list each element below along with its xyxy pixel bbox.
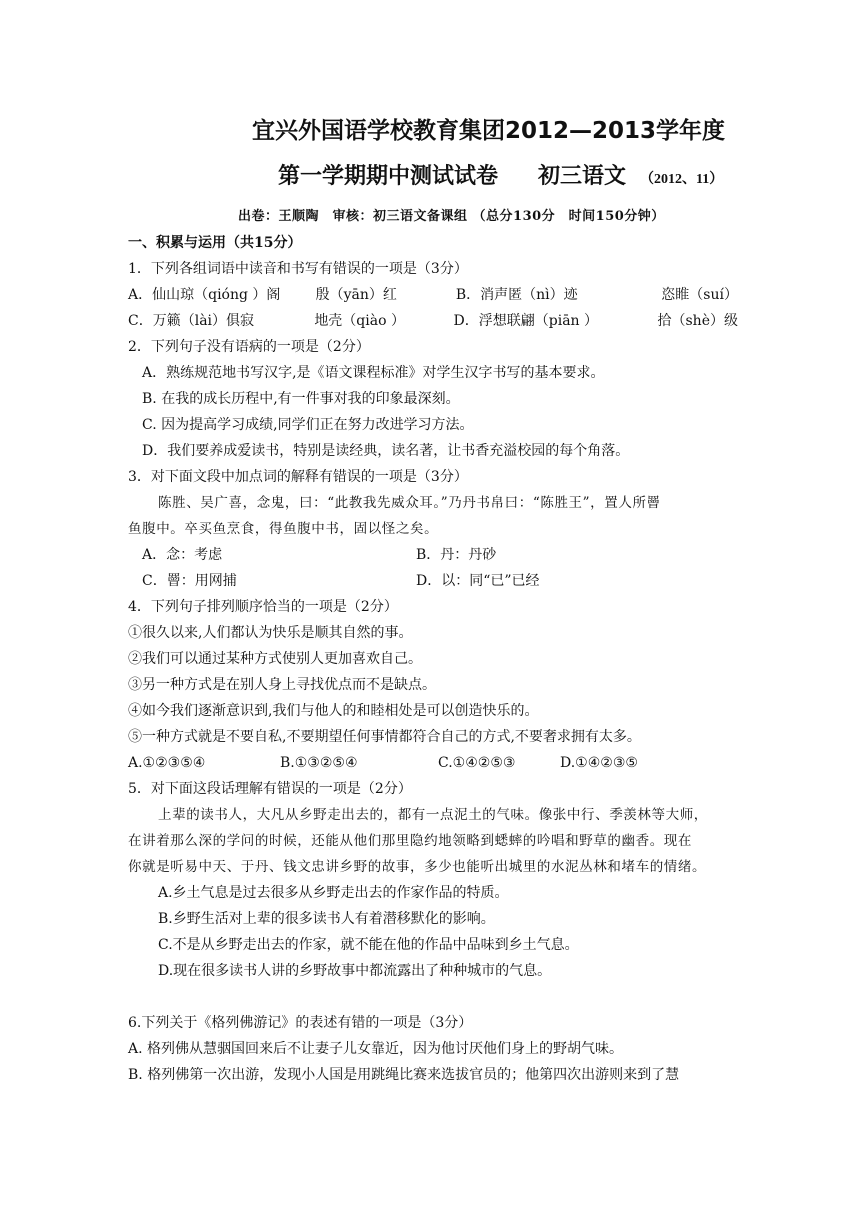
question-2-option-b: B. 在我的成长历程中,有一件事对我的印象最深刻。	[142, 391, 460, 407]
question-3-options-row-1	[128, 542, 738, 568]
option-b-second: 恣睢（suí）	[661, 287, 738, 303]
question-3-stem: 3．对下面文段中加点词的解释有错误的一项是（3分）	[128, 469, 468, 485]
option-c: C．万籁（lài）俱寂	[128, 313, 255, 329]
question-2-option-c: C. 因为提高学习成绩,同学们正在努力改进学习方法。	[142, 417, 474, 433]
exam-subtitle	[278, 159, 723, 190]
question-3-options-row-2	[128, 568, 738, 594]
exam-subject: 初三语文	[538, 164, 627, 189]
question-3-passage-line-2: 鱼腹中。卒买鱼烹食，得鱼腹中书，固以怪之矣。	[128, 521, 439, 537]
question-4-sentence-2: ②我们可以通过某种方式使别人更加喜欢自己。	[128, 651, 422, 667]
option-c: C．罾：用网捕	[142, 573, 237, 589]
question-3-passage-line-1: 陈胜、吴广喜，念鬼，曰：“此教我先威众耳。”乃丹书帛曰：“陈胜王”，置人所罾	[158, 495, 661, 511]
question-4-sentence-5: ⑤一种方式就是不要自私,不要期望任何事情都符合自己的方式,不要奢求拥有太多。	[128, 729, 641, 745]
question-5-option-c: C.不是从乡野走出去的作家，就不能在他的作品中品味到乡土气息。	[158, 937, 579, 953]
question-4-options	[128, 750, 738, 776]
question-6-option-b: B. 格列佛第一次出游，发现小人国是用跳绳比赛来选拔官员的；他第四次出游则来到了慧	[128, 1067, 680, 1083]
option-a: A.①②③⑤④	[128, 755, 206, 771]
question-4-stem: 4．下列句子排列顺序恰当的一项是（2分）	[128, 599, 398, 615]
question-5-option-b: B.乡野生活对上辈的很多读书人有着潜移默化的影响。	[158, 911, 495, 927]
question-5-passage-line-2: 在讲着那么深的学问的时候，还能从他们那里隐约地领略到蟋蟀的吟唱和野草的幽香。现在	[128, 833, 692, 849]
exam-content	[128, 230, 738, 1088]
question-1-stem: 1．下列各组词语中读音和书写有错误的一项是（3分）	[128, 261, 468, 277]
option-d: D.①④②③⑤	[560, 755, 638, 771]
option-d-second: 拾（shè）级	[657, 313, 738, 329]
question-4-sentence-3: ③另一种方式是在别人身上寻找优点而不是缺点。	[128, 677, 436, 693]
question-5-option-a: A.乡土气息是过去很多从乡野走出去的作家作品的特质。	[158, 885, 509, 901]
section-heading: 一、积累与运用（共15分）	[128, 235, 302, 251]
option-b: B.①③②⑤④	[280, 755, 358, 771]
exam-term: 第一学期期中测试试卷	[278, 164, 499, 189]
question-5-passage-line-3: 你就是听易中天、于丹、钱文忠讲乡野的故事，多少也能听出城里的水泥丛林和堵车的情绪。	[128, 859, 707, 875]
question-5-option-d: D.现在很多读书人讲的乡野故事中都流露出了种种城市的气息。	[158, 963, 552, 979]
question-5-stem: 5．对下面这段话理解有错误的一项是（2分）	[128, 781, 412, 797]
question-5-passage-line-1: 上辈的读书人，大凡从乡野走出去的，都有一点泥土的气味。像张中行、季羡林等大师，	[158, 807, 708, 823]
exam-date: （2012、11）	[640, 172, 724, 187]
exam-title: 宜兴外国语学校教育集团2012—2013学年度	[252, 118, 726, 144]
option-b: B．丹：丹砂	[416, 547, 497, 563]
option-d: D．以：同“已”已经	[416, 573, 540, 589]
spacer	[128, 984, 738, 1010]
option-c-second: 地壳（qiào ）	[314, 313, 405, 329]
option-d: D．浮想联翩（piān ）	[453, 313, 599, 329]
option-a: A．仙山琼（qióng ）阁	[128, 287, 281, 303]
question-6-option-a: A. 格列佛从慧骃国回来后不让妻子儿女靠近，因为他讨厌他们身上的野胡气味。	[128, 1041, 624, 1057]
exam-meta: 出卷：王顺陶 审核：初三语文备课组 （总分130分 时间150分钟）	[238, 209, 665, 224]
option-b: B．消声匿（nì）迹	[455, 287, 578, 303]
question-6-stem: 6.下列关于《格列佛游记》的表述有错的一项是（3分）	[128, 1015, 473, 1031]
question-4-sentence-1: ①很久以来,人们都认为快乐是顺其自然的事。	[128, 625, 413, 641]
question-2-stem: 2．下列句子没有语病的一项是（2分）	[128, 339, 370, 355]
option-a-second: 殷（yān）红	[315, 287, 397, 303]
option-a: A．念：考虑	[142, 547, 223, 563]
option-c: C.①④②⑤③	[438, 755, 516, 771]
question-1-options-row-1	[128, 282, 738, 308]
question-2-option-a: A．熟练规范地书写汉字,是《语文课程标准》对学生汉字书写的基本要求。	[142, 365, 605, 381]
question-4-sentence-4: ④如今我们逐渐意识到,我们与他人的和睦相处是可以创造快乐的。	[128, 703, 539, 719]
question-2-option-d: D．我们要养成爱读书，特别是读经典，读名著，让书香充溢校园的每个角落。	[142, 443, 630, 459]
question-1-options-row-2	[128, 308, 738, 334]
